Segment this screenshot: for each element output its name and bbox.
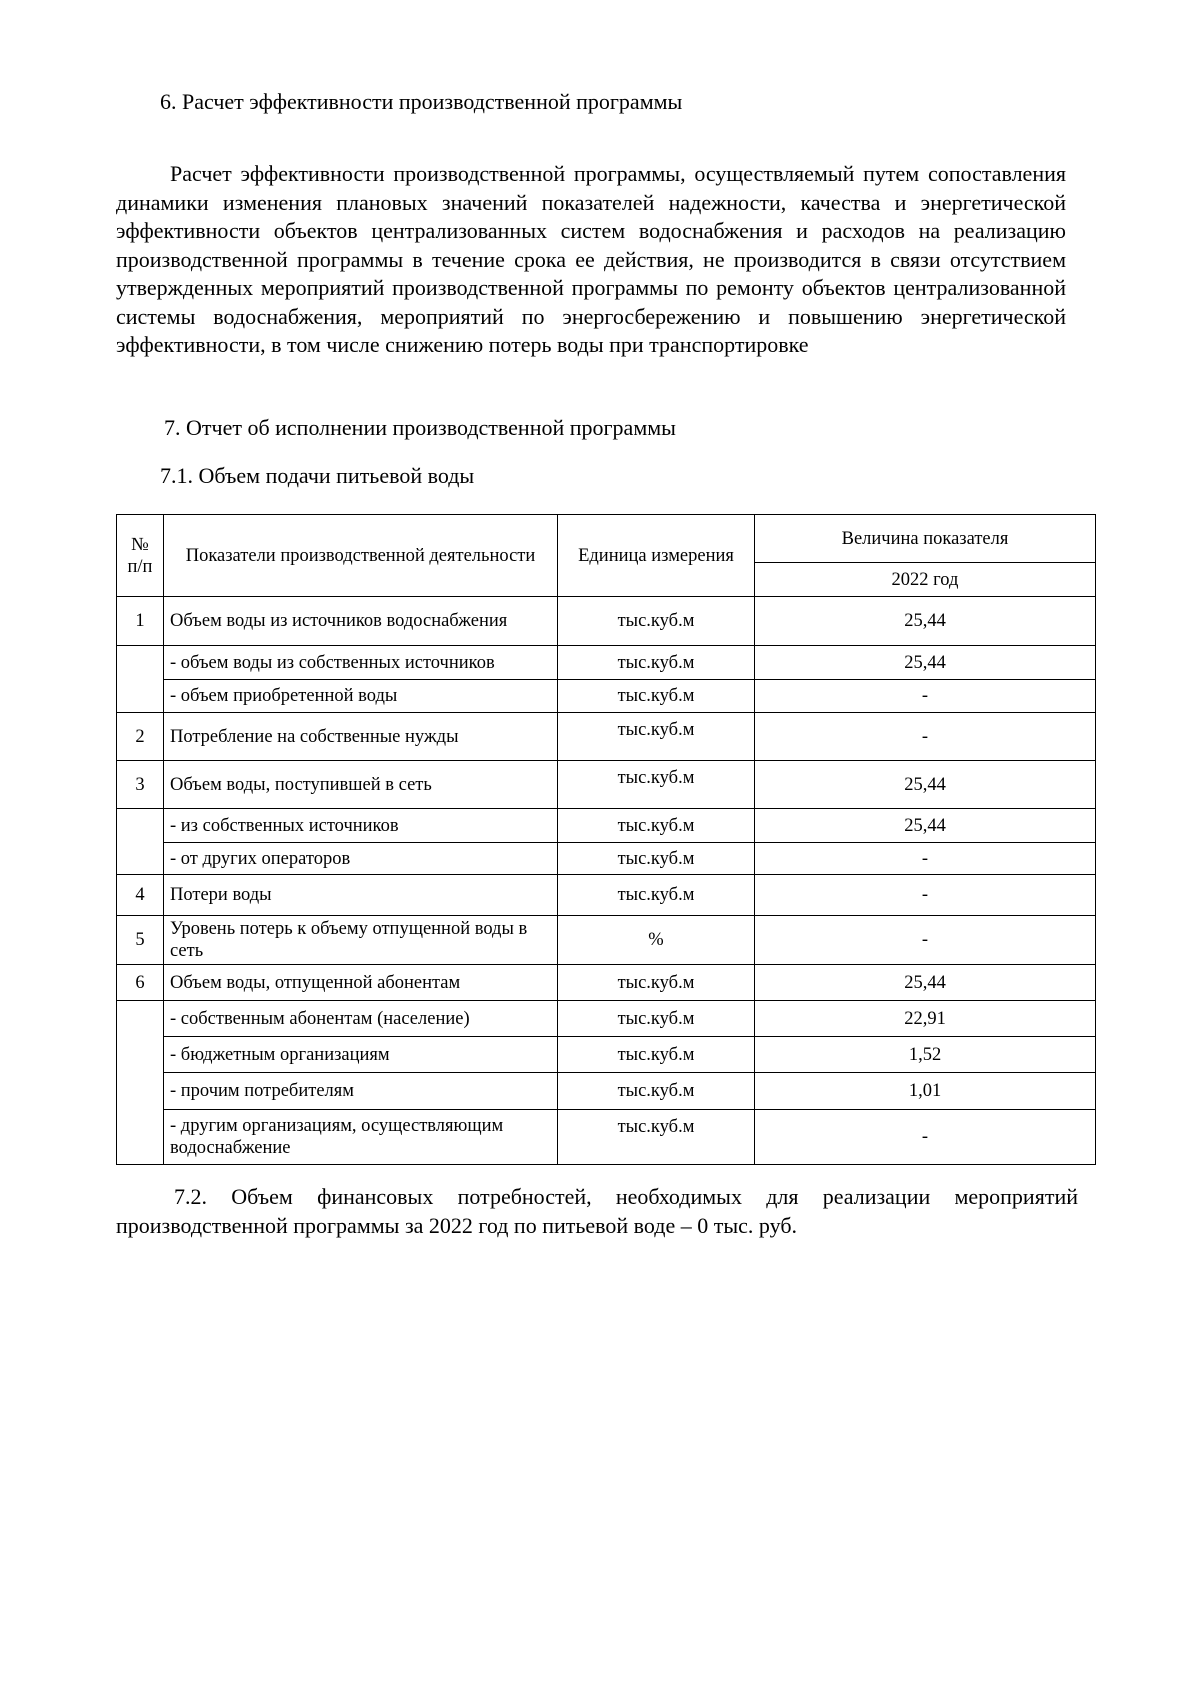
row-indicator: - из собственных источников <box>164 809 558 843</box>
row-value: 1,01 <box>755 1073 1096 1110</box>
row-indicator: - объем воды из собственных источников <box>164 646 558 680</box>
row-num: 6 <box>117 965 164 1001</box>
water-supply-table <box>116 514 1096 1165</box>
table-row <box>117 680 1096 713</box>
row-value: 22,91 <box>755 1001 1096 1037</box>
row-value: - <box>755 843 1096 875</box>
section-7-title: 7. Отчет об исполнении производственной программы <box>164 415 676 440</box>
table-row <box>117 965 1096 1001</box>
row-indicator: Объем воды из источников водоснабжения <box>164 597 558 646</box>
row-value: 25,44 <box>755 761 1096 809</box>
row-indicator: Объем воды, отпущенной абонентам <box>164 965 558 1001</box>
row-num <box>117 809 164 875</box>
row-num <box>117 646 164 713</box>
row-unit: тыс.куб.м <box>558 1001 755 1037</box>
row-value: 25,44 <box>755 646 1096 680</box>
row-indicator: Потребление на собственные нужды <box>164 713 558 761</box>
row-unit: % <box>558 916 755 965</box>
row-indicator: Объем воды, поступившей в сеть <box>164 761 558 809</box>
table-row <box>117 646 1096 680</box>
row-unit: тыс.куб.м <box>558 1037 755 1073</box>
table-row <box>117 875 1096 916</box>
row-unit: тыс.куб.м <box>558 646 755 680</box>
row-unit: тыс.куб.м <box>558 680 755 713</box>
row-num: 2 <box>117 713 164 761</box>
row-value: - <box>755 916 1096 965</box>
table-row <box>117 843 1096 875</box>
table-row <box>117 1073 1096 1110</box>
row-num <box>117 1001 164 1165</box>
row-value: - <box>755 875 1096 916</box>
row-unit: тыс.куб.м <box>558 1073 755 1110</box>
section-7-2-paragraph: 7.2. Объем финансовых потребностей, необходимых для реализации мероприятий производственной программы за 2022 год по питьевой воде – 0 тыс. руб. <box>116 1184 1078 1238</box>
row-unit: тыс.куб.м <box>558 1110 755 1165</box>
table-row <box>117 1110 1096 1165</box>
row-indicator: - собственным абонентам (население) <box>164 1001 558 1037</box>
row-indicator: Уровень потерь к объему отпущенной воды в сеть <box>164 916 558 965</box>
row-value: 1,52 <box>755 1037 1096 1073</box>
table-row <box>117 1001 1096 1037</box>
row-value: 25,44 <box>755 809 1096 843</box>
row-indicator: - бюджетным организациям <box>164 1037 558 1073</box>
section-6-paragraph: Расчет эффективности производственной программы, осуществляемый путем сопоставления динамики изменения плановых значений показателей надежности, качества и энергетической эффективности объектов централизованных систем водоснабжения и расходов на реализацию производственной программы в течение срока ее действия, не производится в связи отсутствием утвержденных мероприятий производственной программы по ремонту объектов централизованной системы водоснабжения, мероприятий по энергосбережению и повышению энергетической эффективности, в том числе снижению потерь воды при транспортировке <box>116 161 1066 357</box>
header-indicator: Показатели производственной деятельности <box>164 515 558 597</box>
table-row <box>117 713 1096 761</box>
table-row <box>117 916 1096 965</box>
section-6-title: 6. Расчет эффективности производственной программы <box>160 89 683 114</box>
header-num: № п/п <box>117 515 164 597</box>
row-unit: тыс.куб.м <box>558 965 755 1001</box>
row-num: 3 <box>117 761 164 809</box>
row-unit: тыс.куб.м <box>558 761 755 809</box>
row-indicator: - объем приобретенной воды <box>164 680 558 713</box>
row-value: - <box>755 713 1096 761</box>
table-row <box>117 597 1096 646</box>
row-unit: тыс.куб.м <box>558 713 755 761</box>
row-value: - <box>755 1110 1096 1165</box>
row-indicator: - другим организациям, осуществляющим водоснабжение <box>164 1110 558 1165</box>
section-7-1-title: 7.1. Объем подачи питьевой воды <box>160 463 475 488</box>
row-unit: тыс.куб.м <box>558 843 755 875</box>
header-value-group: Величина показателя <box>755 515 1096 563</box>
row-unit: тыс.куб.м <box>558 809 755 843</box>
table-row <box>117 761 1096 809</box>
row-indicator: - от других операторов <box>164 843 558 875</box>
row-unit: тыс.куб.м <box>558 875 755 916</box>
row-num: 5 <box>117 916 164 965</box>
row-value: 25,44 <box>755 597 1096 646</box>
row-unit: тыс.куб.м <box>558 597 755 646</box>
row-num: 4 <box>117 875 164 916</box>
row-value: 25,44 <box>755 965 1096 1001</box>
row-num: 1 <box>117 597 164 646</box>
header-year: 2022 год <box>755 563 1096 597</box>
row-indicator: Потери воды <box>164 875 558 916</box>
header-unit: Единица измерения <box>558 515 755 597</box>
table-row <box>117 1037 1096 1073</box>
table-row <box>117 809 1096 843</box>
row-value: - <box>755 680 1096 713</box>
row-indicator: - прочим потребителям <box>164 1073 558 1110</box>
